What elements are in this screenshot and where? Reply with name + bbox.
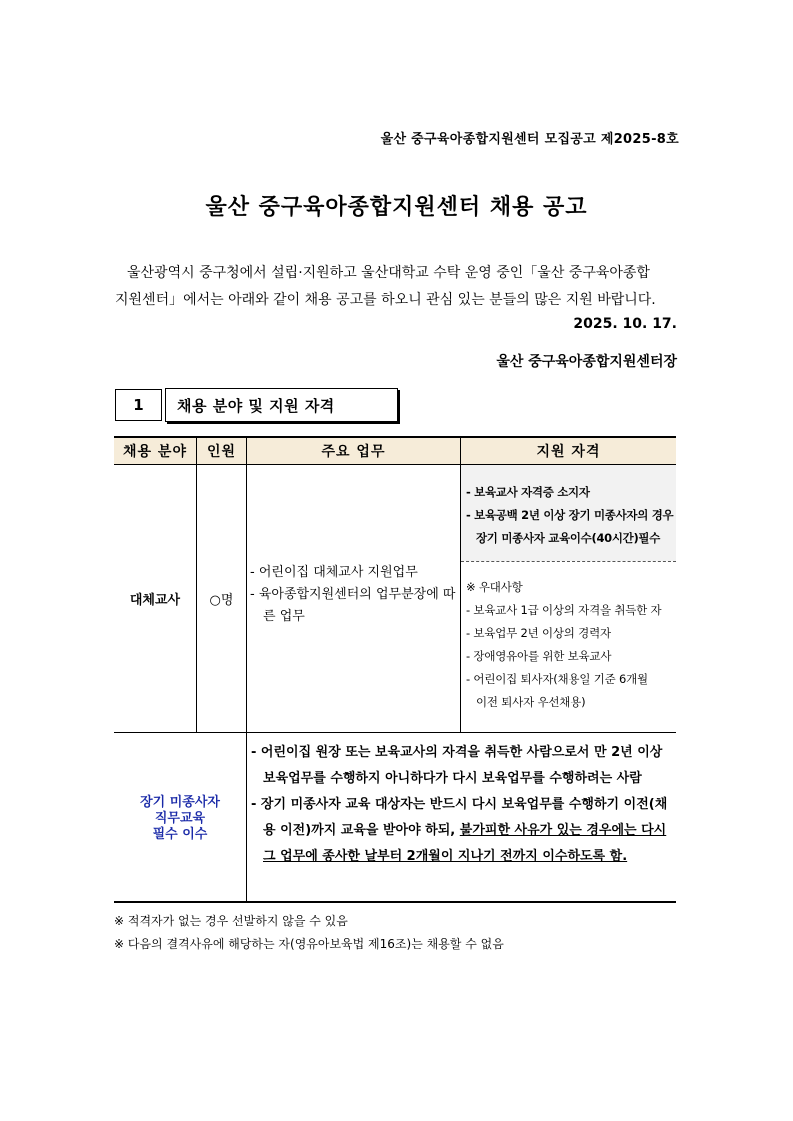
header-count: 인원	[197, 438, 246, 464]
requirement-item	[251, 792, 675, 870]
footnote: ※ 다음의 결격사유에 해당하는 자(영유아보육법 제16조)는 채용할 수 없음	[114, 937, 504, 951]
preferred-item: - 어린이집 퇴사자(채용일 기준 6개월	[466, 672, 648, 686]
table-top-border	[114, 436, 676, 438]
preferred-item: - 보육업무 2년 이상의 경력자	[466, 626, 611, 640]
preferred-item: 이전 퇴사자 우선채용)	[476, 695, 586, 709]
category-line: 장기 미종사자	[140, 795, 220, 810]
row-divider	[114, 732, 676, 733]
training-requirements	[251, 740, 675, 870]
required-qualifications	[466, 481, 676, 550]
preferred-item: - 장애영유아를 위한 보육교사	[466, 649, 612, 663]
col-divider-3	[460, 438, 461, 732]
preferred-title: ※ 우대사항	[466, 580, 523, 594]
intro-paragraph	[115, 260, 677, 314]
intro-line-2: 지원센터」에서는 아래와 같이 채용 공고를 하오니 관심 있는 분들의 많은 지원 바랍니다.	[115, 292, 656, 308]
notice-date: 2025. 10. 17.	[573, 316, 677, 332]
qualification-divider	[461, 561, 676, 562]
preferred-qualifications	[466, 576, 676, 714]
section-title: 채용 분야 및 지원 자격	[165, 388, 398, 422]
category-long-term-training	[114, 795, 246, 843]
headcount: ○명	[209, 593, 234, 608]
col-divider-2	[246, 438, 247, 901]
notice-number: 울산 중구육아종합지원센터 모집공고 제2025-8호	[380, 132, 679, 147]
category-substitute-teacher: 대체교사	[129, 593, 181, 608]
intro-line-1: 울산광역시 중구청에서 설립·지원하고 울산대학교 수탁 운영 중인「울산 중구육아종합	[127, 265, 650, 281]
footnote: ※ 적격자가 없는 경우 선발하지 않을 수 있음	[114, 914, 348, 928]
section-number: 1	[115, 389, 162, 421]
required-item: - 보육공백 2년 이상 장기 미종사자의 경우	[466, 508, 674, 522]
preferred-item: - 보육교사 1급 이상의 자격을 취득한 자	[466, 603, 662, 617]
duties-list	[250, 562, 460, 628]
signer: 울산 중구육아종합지원센터장	[496, 354, 677, 370]
header-qualifications: 지원 자격	[461, 438, 676, 464]
category-line: 필수 이수	[152, 827, 208, 842]
duty-item: - 육아종합지원센터의 업무분장에 따른 업무	[250, 587, 456, 624]
required-item: - 보육교사 자격증 소지자	[466, 485, 590, 499]
requirement-item: - 어린이집 원장 또는 보육교사의 자격을 취득한 사람으로서 만 2년 이상 보육업무를 수행하지 아니하다가 다시 보육업무를 수행하려는 사람	[251, 745, 663, 786]
header-category: 채용 분야	[114, 438, 196, 464]
requirement-text: - 장기 미종사자 교육 대상자는 반드시 다시 보육업무를 수행하기 이전(채용 이전)까지 교육을 받아야 하되,	[251, 797, 668, 838]
table-bottom-border	[114, 901, 676, 903]
page-title: 울산 중구육아종합지원센터 채용 공고	[205, 195, 588, 220]
header-duties: 주요 업무	[247, 438, 460, 464]
duty-item: - 어린이집 대체교사 지원업무	[250, 565, 418, 580]
required-item: 장기 미종사자 교육이수(40시간)필수	[476, 531, 661, 545]
category-line: 직무교육	[154, 811, 206, 826]
requirement-underlined-text: 불가피한 사유가 있는 경우에는 다시 그 업무에 종사한 날부터 2개월이 지나기 전까지 이수하도록 함.	[263, 823, 667, 864]
